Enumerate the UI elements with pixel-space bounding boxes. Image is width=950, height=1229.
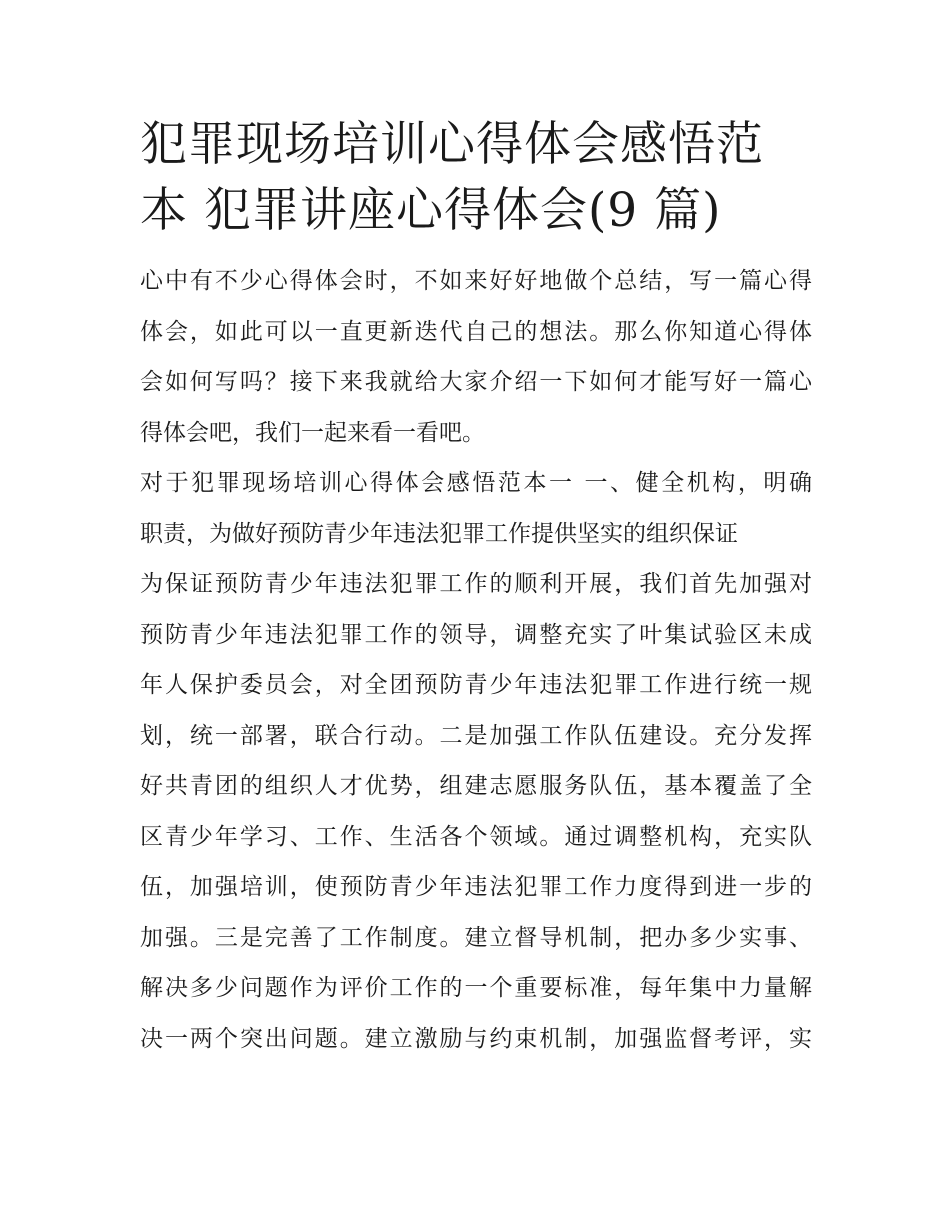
text-line: 划，统一部署，联合行动。二是加强工作队伍建设。充分发挥 bbox=[140, 722, 812, 749]
text-line: 预防青少年违法犯罪工作的领导，调整充实了叶集试验区未成 bbox=[140, 621, 812, 648]
text-line: 加强。三是完善了工作制度。建立督导机制，把办多少实事、 bbox=[140, 924, 812, 951]
text-line: 职责，为做好预防青少年违法犯罪工作提供坚实的组织保证 bbox=[140, 520, 738, 547]
document-page bbox=[140, 112, 812, 1064]
document-title bbox=[140, 112, 812, 244]
text-line: 区青少年学习、工作、生活各个领域。通过调整机构，充实队 bbox=[140, 823, 812, 850]
document-body bbox=[140, 256, 812, 1064]
text-line: 会如何写吗？接下来我就给大家介绍一下如何才能写好一篇心 bbox=[140, 369, 812, 395]
text-line: 伍，加强培训，使预防青少年违法犯罪工作力度得到进一步的 bbox=[140, 874, 812, 900]
text-line: 为保证预防青少年违法犯罪工作的顺利开展，我们首先加强对 bbox=[140, 571, 812, 597]
text-line: 决一两个突出问题。建立激励与约束机制，加强监督考评，实 bbox=[140, 1025, 812, 1052]
paragraph-intro bbox=[140, 256, 812, 458]
text-line: 解决多少问题作为评价工作的一个重要标准，每年集中力量解 bbox=[140, 975, 812, 1001]
text-line: 体会，如此可以一直更新迭代自己的想法。那么你知道心得体 bbox=[140, 318, 812, 345]
text-line: 得体会吧，我们一起来看一看吧。 bbox=[140, 419, 485, 446]
text-line: 心中有不少心得体会时，不如来好好地做个总结，写一篇心得 bbox=[140, 268, 812, 294]
text-line: 好共青团的组织人才优势，组建志愿服务队伍，基本覆盖了全 bbox=[140, 773, 812, 799]
title-line: 本 犯罪讲座心得体会(9 篇) bbox=[140, 183, 722, 238]
paragraph-heading bbox=[140, 458, 812, 559]
title-line: 犯罪现场培训心得体会感悟范 bbox=[140, 117, 764, 172]
paragraph-body bbox=[140, 559, 812, 1064]
text-line: 年人保护委员会，对全团预防青少年违法犯罪工作进行统一规 bbox=[140, 672, 812, 698]
text-line: 对于犯罪现场培训心得体会感悟范本一 一、健全机构，明确 bbox=[140, 470, 812, 496]
